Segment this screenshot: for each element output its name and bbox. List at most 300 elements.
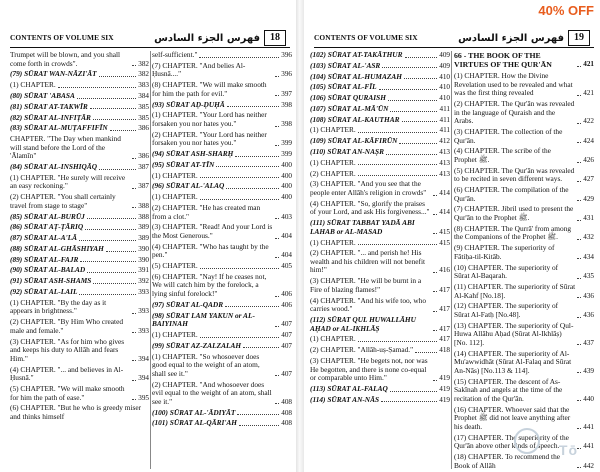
toc-surah-entry[interactable] [310,73,450,82]
toc-entry-text: (79) SŪRAT WAN-NĀZI'ĀT [10,69,97,79]
dot-leader [577,372,581,373]
toc-entry-text: (114) SŪRAT AN-NĀS [310,394,380,404]
dot-leader [577,297,581,298]
toc-surah-entry[interactable] [310,105,450,114]
toc-entry[interactable] [454,302,594,319]
toc-entry[interactable] [454,147,594,164]
toc-page-number: 419 [439,384,450,393]
dot-leader [235,156,279,157]
toc-entry[interactable] [152,81,292,98]
toc-entry-text: (1) CHAPTER. "By the day as it appears in brightness." [10,297,107,316]
toc-page-number: 386 [138,124,149,133]
toc-page-number: 386 [138,152,149,161]
dot-leader [132,158,136,159]
toc-surah-entry[interactable] [10,266,149,275]
toc-surah-entry[interactable] [10,223,149,232]
toc-surah-entry[interactable] [310,83,450,92]
toc-surah-entry[interactable] [310,148,450,157]
toc-entry[interactable] [152,262,292,271]
toc-entry-text: (83) SŪRAT AL-MUṬAFFIFĪN [10,123,108,133]
toc-entry[interactable] [310,159,450,168]
toc-entry-text: (81) SŪRAT AT-TAKWĪR [10,101,88,111]
toc-surah-entry[interactable] [10,92,149,101]
dot-leader [79,294,136,295]
toc-page-number: 439 [583,366,594,375]
toc-entry[interactable] [454,264,594,281]
dot-leader [390,391,437,392]
toc-entry-text: (1) CHAPTER. [152,192,198,202]
toc-entry[interactable] [310,249,450,275]
toc-entry-text: (6) CHAPTER. "But he who is greedy miser and thinks himself [10,403,142,421]
right-col-2 [454,51,594,472]
toc-page-number: 441 [583,422,594,431]
toc-entry-text: (80) SŪRAT 'ABASA [10,90,75,100]
toc-entry-text: (1) CHAPTER. [310,157,356,167]
toc-entry-text: (101) SŪRAT AL-QĀRI'AH [152,418,238,428]
dot-leader [433,380,437,381]
toc-page-number: 399 [281,150,292,159]
dot-leader [577,220,581,221]
toc-surah-entry[interactable] [152,312,292,329]
column-separator [451,51,452,469]
toc-surah-entry[interactable] [10,70,149,79]
dot-leader [216,166,279,167]
toc-entry[interactable] [454,100,594,126]
toc-surah-entry[interactable] [10,288,149,297]
toc-entry[interactable] [152,353,292,379]
toc-page-number: 399 [281,139,292,148]
dot-leader [275,95,279,96]
toc-page-number: 413 [439,169,450,178]
toc-surah-entry[interactable] [310,316,450,333]
toc-page-number: 417 [439,335,450,344]
toc-page-number: 436 [583,291,594,300]
toc-page-number: 398 [281,119,292,128]
toc-surah-entry[interactable] [10,114,149,123]
toc-surah-entry[interactable] [10,234,149,243]
discount-badge[interactable]: 40% OFF [522,0,600,22]
dot-leader [275,375,279,376]
dot-leader [358,132,438,133]
toc-entry-text: (1) CHAPTER. [152,330,198,339]
dot-leader [77,98,136,99]
toc-entry-text: (84) SŪRAT AL-INSHIQĀQ [10,162,98,172]
left-header-arabic: فهرس الجزء السادس [154,32,260,44]
toc-page-number: 424 [583,136,594,145]
toc-surah-entry[interactable] [152,182,292,191]
toc-entry[interactable] [10,81,149,90]
toc-entry-text: (98) SŪRAT LAM YAKUN or AL-BAIYINAH [152,310,255,329]
toc-entry-text: (106) SŪRAT QURAISH [310,93,386,103]
toc-surah-entry[interactable] [310,116,450,125]
toc-entry-text: (10) CHAPTER. The superiority of Sūrat Al-Baqarah. [454,262,559,281]
toc-page-number: 412 [439,137,450,146]
toc-entry-text: (85) SŪRAT AL-BURŪJ [10,211,85,221]
toc-entry-text: (2) CHAPTER. The Qur'ān was revealed in the language of Quraish and the Arabs. [454,98,575,126]
toc-page-number: 404 [281,231,292,240]
toc-entry-text: (1) CHAPTER. "Your Lord has neither forsaken you nor hates you." [152,110,267,128]
toc-surah-entry[interactable] [310,396,450,405]
toc-page-number: 426 [583,155,594,164]
toc-entry[interactable] [454,350,594,376]
dot-leader [132,313,136,314]
toc-entry-text: (1) CHAPTER. How the Divine Revelation used to be revealed and what was the first thing revealed [454,71,573,98]
toc-entry-text: Trumpet will be blown, and you shall come forth in crowds". [10,50,121,68]
toc-surah-entry[interactable] [10,124,149,133]
toc-entry-text: (8) CHAPTER. "We will make smooth for him the path for evil." [152,80,267,98]
dot-leader [275,126,279,127]
toc-page-number: 408 [281,397,292,406]
toc-entry[interactable] [310,297,450,314]
dot-leader [200,268,280,269]
toc-entry-text: (5) CHAPTER. "We will make smooth for him the path of ease." [10,383,125,402]
toc-book-heading[interactable] [454,51,594,69]
toc-entry-text: (99) SŪRAT AZ-ZALZALAH [152,340,242,350]
dot-leader [132,380,136,381]
toc-page-number: 410 [439,83,450,92]
toc-entry-text: (12) CHAPTER. The superiority of Sūrat Al-Fatḥ [No.48]. [454,301,559,319]
toc-entry-text: (111) SŪRAT TABBAT YADĀ ABI LAHAB or AL-MASAD [310,218,415,236]
toc-surah-entry[interactable] [10,163,149,172]
toc-page-number: 406 [281,300,292,309]
toc-entry-text: (87) SŪRAT AL-A'LĀ [10,233,78,243]
toc-surah-entry[interactable] [310,94,450,103]
toc-page-number: 393 [138,326,149,335]
dot-leader [358,341,438,342]
toc-page-number: 400 [281,182,292,191]
dot-leader [90,108,136,109]
toc-entry-text: (1) CHAPTER. [310,125,356,135]
dot-leader [433,330,437,331]
dot-leader [577,142,581,143]
toc-entry[interactable] [454,322,594,348]
toc-entry-text: (3) CHAPTER. "He begets not, nor was He begotten, and there is none co-equal or comparable unto Him." [310,355,428,383]
toc-entry-text: (2) CHAPTER. "And whosoever does evil equal to the weight of an atom, shall see it." [152,379,272,406]
toc-entry-text: (7) CHAPTER. Jibril used to present the Qur'ān to the Prophet ﷺ. [454,204,574,223]
dot-leader [200,199,280,200]
right-header-arabic: فهرس الجزء السادس [458,32,564,44]
toc-page-number: 410 [439,94,450,103]
dot-leader [433,233,437,234]
toc-entry[interactable] [10,318,149,335]
toc-page-number: 417 [439,324,450,333]
toc-entry-text: (1) CHAPTER. "So whosoever does good equal to the weight of an atom, shall see it." [152,351,260,378]
dot-leader [93,119,136,120]
toc-page-number: 435 [583,272,594,281]
dot-leader [433,291,437,292]
toc-page-number: 411 [439,115,450,124]
toc-entry[interactable] [454,72,594,98]
dot-leader [382,67,437,68]
toc-surah-entry[interactable] [152,419,292,428]
toc-entry[interactable] [152,381,292,407]
toc-surah-entry[interactable] [10,213,149,222]
toc-entry-text: (102) SŪRAT AT-TAKĀTHUR [310,50,403,59]
dot-leader [239,425,279,426]
dot-leader [275,238,279,239]
toc-entry-text: (5) CHAPTER. The Qur'ān was revealed to be recited in seven different ways. [454,165,575,184]
dot-leader [226,188,279,189]
toc-page-number: 387 [138,163,149,172]
toc-entry[interactable] [10,299,149,316]
toc-surah-entry[interactable] [10,103,149,112]
toc-entry[interactable] [454,283,594,300]
toc-entry-text: (1) CHAPTER. "He surely will receive an easy reckoning." [10,172,126,191]
toc-entry[interactable] [310,170,450,179]
toc-entry[interactable] [310,357,450,383]
toc-page-number: 429 [583,194,594,203]
toc-entry-text: (97) SŪRAT AL-QADR [152,299,224,309]
dot-leader [577,400,581,401]
dot-leader [358,164,438,165]
toc-entry-text: (4) CHAPTER. "And his wife too, who carries wood." [310,295,427,314]
toc-entry-text: (109) SŪRAT AL-KĀFIRŪN [310,136,398,146]
toc-page-number: 416 [439,266,450,275]
toc-surah-entry[interactable] [10,256,149,265]
toc-entry-text: (4) CHAPTER. The scribe of the Prophet ﷺ. [454,146,551,164]
toc-entry-text: (2) CHAPTER. "Allāh-uṣ-Ṣamad." [310,345,414,355]
toc-entry-text: (3) CHAPTER. The collection of the Qur'ān. [454,126,563,145]
toc-entry[interactable] [152,273,292,299]
toc-page-number: 437 [583,338,594,347]
toc-page-number: 407 [281,341,292,350]
toc-entry[interactable] [10,385,149,402]
toc-entry[interactable] [310,180,450,197]
toc-page-number: 390 [138,244,149,253]
toc-entry-text: (105) SŪRAT AL-FĪL [310,82,377,92]
toc-entry[interactable] [10,174,149,191]
dot-leader [132,188,136,189]
left-page [0,0,296,472]
toc-surah-entry[interactable] [310,51,450,60]
toc-page-number: 400 [281,171,292,180]
dot-leader [199,57,279,58]
toc-entry-text: (1) CHAPTER. [152,170,198,180]
toc-surah-entry[interactable] [152,150,292,159]
toc-page-number: 393 [138,288,149,297]
dot-leader [132,399,136,400]
toc-entry[interactable] [152,111,292,128]
dot-leader [99,169,136,170]
toc-page-number: 404 [281,251,292,260]
dot-leader [93,283,136,284]
toc-surah-entry[interactable] [310,137,450,146]
toc-entry-text: (112) SŪRAT QUL HUWALLĀHU AḤAD or AL-IKHLĀṢ [310,315,416,333]
column-separator [150,51,151,469]
left-col-1 [10,51,149,424]
toc-page-number: 393 [138,307,149,316]
right-col-1 [310,51,450,406]
dot-leader [577,66,581,67]
toc-surah-entry[interactable] [10,245,149,254]
toc-page-number: 407 [281,331,292,339]
toc-entry[interactable] [152,51,292,60]
toc-entry-text: (2) CHAPTER. "You shall certainly travel from stage to stage" [10,192,116,210]
toc-entry[interactable] [454,205,594,222]
toc-entry[interactable] [152,172,292,181]
dot-leader [358,175,438,176]
toc-entry[interactable] [310,239,450,248]
toc-entry[interactable] [152,193,292,202]
toc-entry-text: (2) CHAPTER. "By Him Who created male and female." [10,317,123,335]
toc-page-number: 398 [281,100,292,109]
toc-entry[interactable] [310,200,450,217]
toc-surah-entry[interactable] [310,385,450,394]
toc-entry-text: (5) CHAPTER. [152,261,198,271]
toc-page-number: 422 [583,117,594,126]
toc-entry-text: (13) CHAPTER. The superiority of Qul-Huwa Allāhu Aḥad (Sūrat Al-Ikhlāṣ) [No. 112]. [454,320,574,347]
toc-entry[interactable] [10,51,149,68]
toc-entry[interactable] [152,131,292,148]
toc-entry[interactable] [10,366,149,383]
toc-surah-entry[interactable] [152,101,292,110]
toc-entry-text: self-sufficient." [152,50,198,59]
right-page-number: 19 [568,30,590,46]
toc-entry-text: (4) CHAPTER. "Who has taught by the pen." [152,241,269,260]
watermark-text: Tō [558,442,578,458]
dot-leader [80,261,136,262]
toc-page-number: 385 [138,113,149,122]
toc-page-number: 417 [439,305,450,314]
dot-leader [200,177,280,178]
toc-entry-text: (4) CHAPTER. "... and believes in Al-Ḥusnā." [10,364,124,383]
toc-entry-text: (88) SŪRAT AL-GHĀSHIYAH [10,243,104,253]
toc-page-number: 405 [281,262,292,271]
dot-leader [399,143,437,144]
dot-leader [110,130,137,131]
toc-entry-text: (3) CHAPTER. "As for him who gives and keeps his duty to Allāh and fears Him." [10,336,125,363]
toc-surah-entry[interactable] [152,161,292,170]
dot-leader [379,89,438,90]
toc-entry[interactable] [454,244,594,261]
toc-entry[interactable] [10,404,149,421]
toc-entry[interactable] [10,135,149,161]
toc-page-number: 436 [583,310,594,319]
dot-leader [433,195,437,196]
toc-page-number: 408 [281,408,292,417]
left-page-number: 18 [264,30,286,46]
dot-leader [405,57,438,58]
toc-page-number: 407 [281,320,292,329]
dot-leader [132,207,136,208]
toc-entry[interactable] [152,331,292,340]
toc-entry[interactable] [454,225,594,242]
toc-entry-text: CHAPTER. "The Day when mankind will stand before the Lord of the 'Ālamīn" [10,134,121,161]
toc-entry-text: (11) CHAPTER. The superiority of Sūrat Al-Kahf [No.18]. [454,281,576,300]
toc-entry-text: (104) SŪRAT AL-HUMAZAH [310,71,402,81]
toc-entry[interactable] [454,378,594,404]
toc-entry-text: (100) SŪRAT AL-'ĀDIYĀT [152,407,236,417]
left-header-title: CONTENTS OF VOLUME SIX [10,33,114,42]
toc-entry[interactable] [454,167,594,184]
toc-page-number: 389 [138,234,149,243]
toc-entry[interactable] [310,346,450,355]
toc-entry[interactable] [310,126,450,135]
dot-leader [577,181,581,182]
toc-entry-text: (18) CHAPTER. To recommend the Book of Allāh [454,451,561,470]
header-rule [314,47,594,48]
toc-page-number: 409 [439,51,450,59]
toc-entry[interactable] [454,186,594,203]
toc-entry[interactable] [10,193,149,210]
toc-page-number: 419 [439,395,450,404]
toc-entry-text: (2) CHAPTER. "He has created man from a clot." [152,202,261,221]
toc-page-number: 409 [439,61,450,70]
toc-page-number: 385 [138,102,149,111]
toc-surah-entry[interactable] [10,277,149,286]
toc-entry[interactable] [454,128,594,145]
dot-leader [577,162,581,163]
toc-page-number: 382 [138,70,149,79]
toc-page-number: 391 [138,266,149,275]
toc-entry-text: (89) SŪRAT AL-FAJR [10,254,79,264]
dot-leader [132,65,136,66]
toc-surah-entry[interactable] [152,301,292,310]
toc-entry-text: (6) CHAPTER. "Nay! If he ceases not, We will catch him by the forelock, a lying sinful forelock!" [152,271,267,299]
dot-leader [58,87,137,88]
toc-page-number: 388 [138,201,149,210]
toc-page-number: 403 [281,212,292,221]
toc-surah-entry[interactable] [152,409,292,418]
toc-page-number: 383 [138,81,149,90]
toc-entry-text: (2) CHAPTER. [310,168,356,178]
toc-page-number: 419 [439,374,450,383]
toc-page-number: 392 [138,277,149,286]
toc-page-number: 400 [281,193,292,202]
toc-entry-text: (7) CHAPTER. "And belies Al-Ḥusnā...." [152,60,246,79]
dot-leader [402,121,438,122]
toc-entry[interactable] [152,243,292,260]
toc-page-number: 441 [583,442,594,451]
toc-entry[interactable] [152,62,292,79]
toc-entry-text: (2) CHAPTER. "... and perish he! His wealth and his children will not benefit him!" [310,248,426,275]
toc-entry-text: (93) SŪRAT AḌ-ḌUḤĀ [152,99,225,109]
dot-leader [415,352,437,353]
toc-entry[interactable] [10,338,149,364]
toc-entry-text: (107) SŪRAT AL-MĀ'ŪN [310,103,389,113]
dot-leader [237,414,279,415]
toc-entry-text: (15) CHAPTER. The descent of As-Sakīnah and angels at the time of the recitation of the Qur'ān. [454,376,563,403]
dot-leader [275,296,279,297]
toc-entry[interactable] [152,223,292,240]
dot-leader [275,257,279,258]
toc-surah-entry[interactable] [152,342,292,351]
toc-entry-text: (16) CHAPTER. Whoever said that the Prophet ﷺ did not leave anything after his death. [454,404,571,431]
toc-entry[interactable] [310,335,450,344]
dot-leader [132,332,136,333]
dot-leader [388,100,437,101]
toc-page-number: 388 [138,212,149,221]
toc-page-number: 396 [281,70,292,79]
watermark-icon [514,428,540,454]
toc-page-number: 434 [583,252,594,261]
toc-entry-text: (113) SŪRAT AL-FALAQ [310,383,388,393]
toc-page-number: 414 [439,188,450,197]
toc-entry-text: (8) CHAPTER. The Qurrā' from among the Companions of the Prophet ﷺ. [454,223,572,242]
dot-leader [87,272,136,273]
toc-entry[interactable] [152,204,292,221]
toc-entry[interactable] [310,277,450,294]
toc-surah-entry[interactable] [310,62,450,71]
toc-entry-text: 66 - THE BOOK OF THE VIRTUES OF THE QUR'ĀN [454,51,552,69]
toc-page-number: 387 [138,182,149,191]
toc-page-number: 394 [138,354,149,363]
toc-entry-text: (95) SŪRAT AT-TĪN [152,159,215,169]
toc-page-number: 431 [583,214,594,223]
dot-leader [227,106,279,107]
toc-entry-text: (94) SŪRAT ASH-SHARḤ [152,149,234,159]
toc-surah-entry[interactable] [310,219,450,236]
